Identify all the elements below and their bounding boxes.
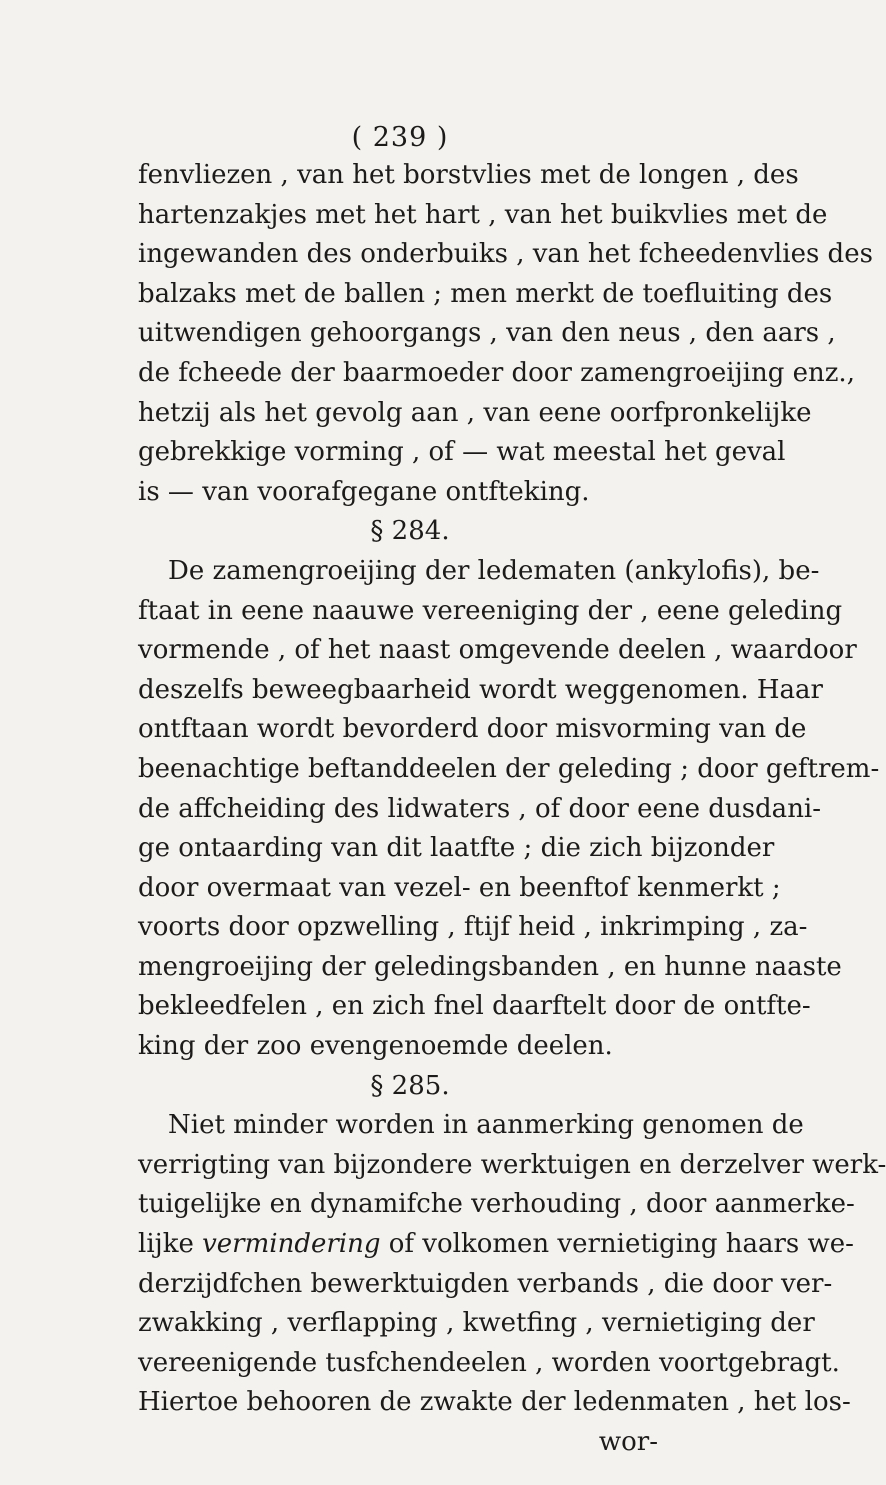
text-line: mengroeijing der geledingsbanden , en hunne naaste [138,951,842,982]
text-line: beenachtige beftanddeelen der geleding ; door geftrem- [138,753,880,784]
text-line: ontftaan wordt bevorderd door misvorming van de [138,714,807,745]
text-line: ge ontaarding van dit laatfte ; die zich bijzonder [138,833,775,864]
text-line: Hiertoe behooren de zwakte der ledenmaten , het los- [138,1387,851,1418]
text-line-with-italic [138,1225,854,1265]
section-heading-284: § 284. [370,516,450,547]
text-line: de fcheede der baarmoeder door zamengroeijing enz., [138,357,855,388]
text-line: derzijdfchen bewerktuigden verbands , die door ver- [138,1268,833,1299]
text-line: vereenigende tusfchendeelen , worden voortgebragt. [138,1347,840,1378]
paragraph-3 [138,1106,886,1423]
text-line: door overmaat van vezel- en beenftof kenmerkt ; [138,872,781,903]
text-line: balzaks met de ballen ; men merkt de toefluiting des [138,278,833,309]
text-line: zwakking , verflapping , kwetfing , vernietiging der [138,1308,815,1339]
text-segment: of volkomen vernietiging haars we- [380,1229,854,1260]
section-heading-285: § 285. [370,1070,450,1101]
text-line: De zamengroeijing der ledematen (ankylofis), be- [168,555,820,586]
paragraph-2 [138,552,880,1067]
text-line: hetzij als het gevolg aan , van eene oorfpronkelijke [138,397,812,428]
text-line: de affcheiding des lidwaters , of door eene dusdani- [138,793,822,824]
text-line: ftaat in eene naauwe vereeniging der , eene geleding [138,595,843,626]
paragraph-1 [138,156,873,512]
italic-term: vermindering [202,1229,381,1260]
text-line: voorts door opzwelling , ftijf heid , inkrimping , za- [138,912,808,943]
text-line: deszelfs beweegbaarheid wordt weggenomen. Haar [138,674,823,705]
text-line: bekleedfelen , en zich fnel daarftelt door de ontfte- [138,991,811,1022]
page-number: ( 239 ) [351,122,449,153]
body-text [138,156,886,1463]
text-line: vormende , of het naast omgevende deelen , waardoor [138,635,857,666]
text-line: king der zoo evengenoemde deelen. [138,1031,613,1062]
text-segment: lijke [138,1229,203,1260]
text-line: hartenzakjes met het hart , van het buikvlies met de [138,199,828,230]
text-line: gebrekkige vorming , of — wat meestal het geval [138,437,786,468]
text-line: tuigelijke en dynamifche verhouding , door aanmerke- [138,1189,855,1220]
text-line: is — van voorafgegane ontfteking. [138,476,590,507]
text-line: ingewanden des onderbuiks , van het fcheedenvlies des [138,239,873,270]
text-line: Niet minder worden in aanmerking genomen de [168,1110,804,1141]
text-line: verrigting van bijzondere werktuigen en derzelver werk- [138,1149,886,1180]
text-line: uitwendigen gehoorgangs , van den neus , den aars , [138,318,836,349]
catchword: wor- [598,1427,658,1457]
text-line: fenvliezen , van het borstvlies met de longen , des [138,160,799,190]
